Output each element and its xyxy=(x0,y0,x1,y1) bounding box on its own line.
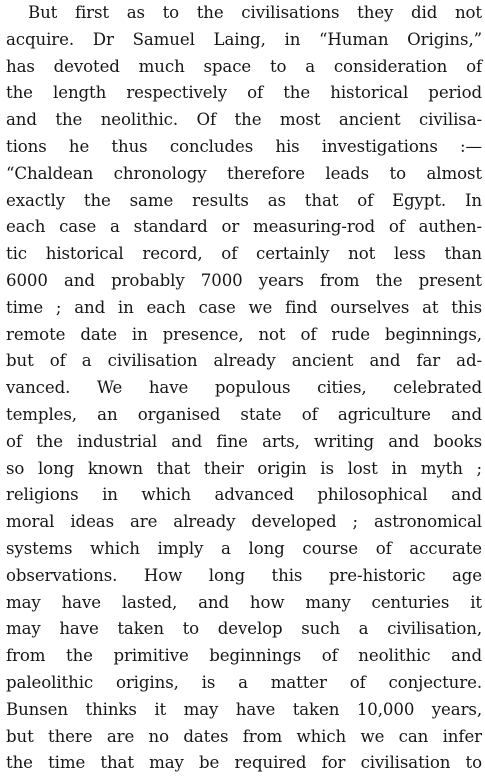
text-line: moral ideas are already developed ; astronomical xyxy=(6,512,482,532)
text-line: exactly the same results as that of Egypt. In xyxy=(6,190,482,210)
text-line: has devoted much space to a consideration of xyxy=(6,56,482,76)
text-line: time ; and in each case we find ourselves at this xyxy=(6,297,482,317)
text-line: vanced. We have populous cities, celebrated xyxy=(6,378,482,398)
text-line: “Chaldean chronology therefore leads to almost xyxy=(6,163,482,183)
text-line: religions in which advanced philosophical and xyxy=(6,485,482,505)
text-line: may have lasted, and how many centuries it xyxy=(6,592,482,612)
text-line: the time that may be required for civilisation to xyxy=(6,753,482,773)
text-line: tic historical record, of certainly not less than xyxy=(6,244,482,264)
text-line: But first as to the civilisations they did not xyxy=(28,3,482,22)
text-line: systems which imply a long course of accurate xyxy=(6,538,482,558)
text-line: of the industrial and fine arts, writing and books xyxy=(6,431,482,451)
body-text xyxy=(6,0,482,777)
text-line: but of a civilisation already ancient and far ad- xyxy=(6,351,482,371)
text-line: observations. How long this pre-historic age xyxy=(6,565,482,585)
text-line: temples, an organised state of agriculture and xyxy=(6,404,482,424)
text-line: 6000 and probably 7000 years from the present xyxy=(6,270,482,290)
text-line: paleolithic origins, is a matter of conjecture. xyxy=(6,672,482,692)
text-line: and the neolithic. Of the most ancient civilisa- xyxy=(6,110,482,130)
text-line: tions he thus concludes his investigations :— xyxy=(6,136,482,156)
text-line: Bunsen thinks it may have taken 10,000 years, xyxy=(6,699,482,719)
text-line: but there are no dates from which we can infer xyxy=(6,726,482,746)
text-line: may have taken to develop such a civilisation, xyxy=(6,619,482,639)
text-line: remote date in presence, not of rude beginnings, xyxy=(6,324,482,344)
text-line: each case a standard or measuring-rod of authen- xyxy=(6,217,482,237)
text-line: the length respectively of the historical period xyxy=(6,83,482,103)
text-line: so long known that their origin is lost in myth ; xyxy=(6,458,482,478)
text-line: from the primitive beginnings of neolithic and xyxy=(6,646,482,666)
text-line: acquire. Dr Samuel Laing, in “Human Origins,” xyxy=(6,29,482,49)
